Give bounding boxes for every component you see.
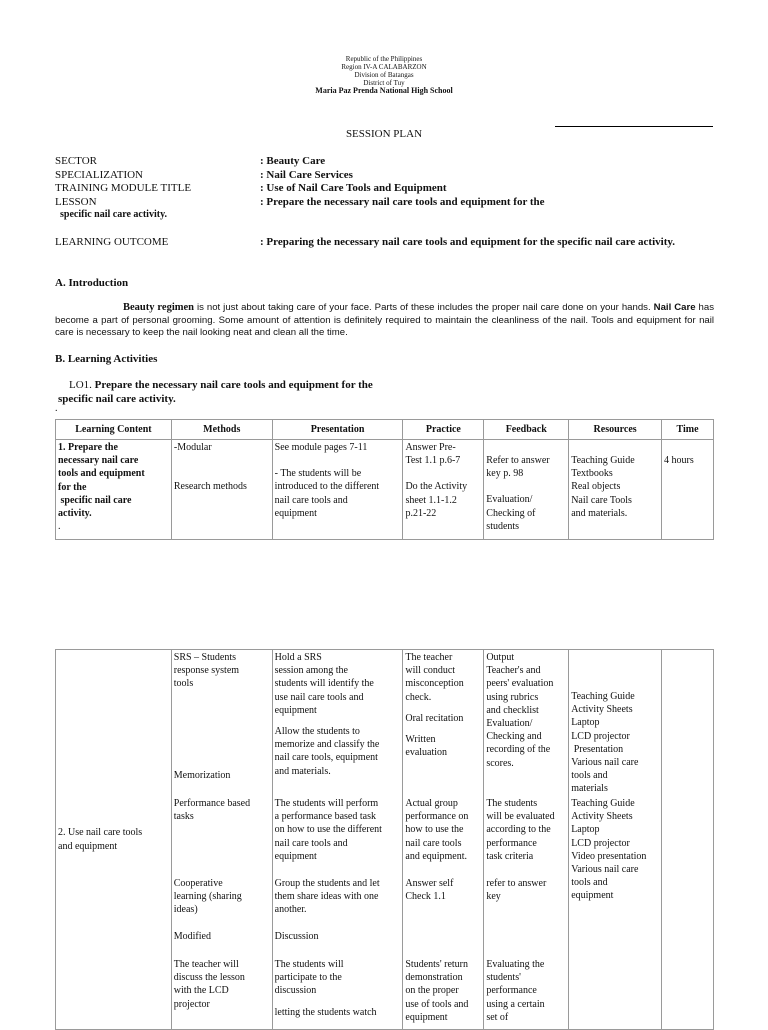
cell-line: LCD projector [571, 837, 630, 849]
cell-line: session among the [274, 665, 348, 677]
cell-line: Various nail care [571, 757, 639, 769]
letterhead-division: Division of Batangas [354, 71, 414, 79]
session-info [0, 155, 768, 215]
info-key: SECTOR [55, 155, 97, 167]
cell-line: Activity Sheets [571, 704, 633, 716]
info-key: SPECIALIZATION [55, 168, 143, 181]
cell-line: Activity Sheets [571, 811, 633, 823]
cell-line: for the [58, 481, 87, 493]
cell-line: The teacher [405, 652, 453, 663]
letterhead [0, 55, 768, 95]
cell-line: another. [274, 904, 307, 916]
cell-spacer [275, 454, 401, 467]
methods-block [174, 769, 270, 797]
cell-line: Various nail care [571, 864, 639, 876]
info-key: LEARNING OUTCOME [55, 236, 169, 248]
cell-line: misconception [405, 678, 464, 690]
methods-block [174, 877, 270, 930]
cell-line: Teaching Guide [571, 455, 635, 466]
learning-objective [69, 379, 373, 392]
cell-line: The students will [274, 959, 344, 970]
info-key: TRAINING MODULE TITLE [55, 182, 192, 194]
page-title: SESSION PLAN [345, 128, 423, 140]
cell-line: Research methods [173, 481, 247, 493]
cell-line: recording of the [486, 744, 551, 756]
cell-feedback [484, 440, 569, 540]
activities-heading: B. Learning Activities [55, 353, 158, 365]
cell-line: and checklist [486, 704, 539, 716]
cell-line: according to the [486, 824, 551, 836]
cell-line: key [486, 891, 501, 903]
cell-line: tasks [173, 811, 194, 823]
cell-line: using a certain [486, 998, 545, 1010]
cell-line: evaluation [405, 747, 448, 759]
signature-line [555, 126, 713, 127]
cell-spacer [571, 441, 659, 454]
cell-line: - The students will be [274, 468, 362, 480]
cell-line: equipment [274, 704, 317, 716]
cell-line: equipment [274, 507, 317, 519]
cell-line: performance [486, 985, 537, 997]
lo-prefix: LO1. [69, 379, 92, 391]
cell-line: Discussion [274, 931, 319, 942]
methods-block [174, 958, 270, 1011]
cell-spacer [405, 467, 481, 480]
cell-feedback [484, 650, 569, 1030]
presentation-block [275, 930, 401, 958]
cell-presentation [272, 440, 403, 540]
presentation-block [275, 797, 401, 877]
cell-line: using rubrics [486, 691, 539, 703]
info-value: : Preparing the necessary nail care tools and equipment for the specific nail care activity. [260, 236, 675, 248]
cell-methods [171, 650, 272, 1030]
intro-text: is not just about taking care of your face. Parts of these includes the proper nail care done on your hands. [193, 302, 651, 313]
cell-line: demonstration [405, 972, 463, 984]
cell-spacer [405, 704, 481, 712]
cell-line: Checking of [486, 507, 536, 519]
cell-line: necessary nail care [58, 455, 139, 467]
feedback-block [486, 877, 566, 958]
cell-learning-content [56, 440, 172, 540]
presentation-block [275, 651, 401, 797]
cell-line: discussion [274, 985, 317, 997]
cell-spacer [174, 467, 270, 480]
cell-line: The students will perform [274, 798, 379, 809]
cell-line: students [486, 520, 520, 532]
cell-line: and materials. [274, 765, 331, 777]
table-row [56, 650, 714, 1030]
cell-line: See module pages 7-11 [274, 442, 368, 453]
bullet-mark: . [55, 403, 58, 414]
cell-line: Refer to answer [486, 455, 550, 466]
lo-text: Prepare the necessary nail care tools and equipment for the [94, 379, 373, 391]
letterhead-country: Republic of the Philippines [345, 55, 423, 63]
feedback-block [486, 958, 566, 1024]
cell-line: LCD projector [571, 730, 630, 742]
cell-line: Evaluating the [486, 959, 545, 970]
cell-line: equipment [274, 850, 317, 862]
cell-line: specific nail care [58, 494, 132, 506]
cell-line: with the LCD [173, 985, 229, 997]
presentation-block [275, 877, 401, 930]
lo-text-continued: specific nail care activity. [58, 393, 176, 405]
cell-line: tools and [571, 877, 608, 889]
lesson-continuation: specific nail care activity. [60, 209, 168, 220]
cell-line: Group the students and let [274, 878, 380, 889]
cell-line: equipment [571, 890, 614, 902]
session-table-1 [55, 419, 714, 540]
cell-line: Teacher's and [486, 665, 541, 677]
cell-spacer [486, 441, 566, 454]
cell-line: nail care tools [405, 837, 462, 849]
cell-line: on how to use the different [274, 824, 382, 836]
cell-line: will be evaluated [486, 811, 555, 823]
cell-practice [403, 650, 484, 1030]
cell-line: scores. [486, 757, 514, 769]
cell-line: will conduct [405, 665, 456, 677]
cell-line: a performance based task [274, 811, 376, 823]
letterhead-region: Region IV-A CALABARZON [341, 63, 427, 71]
cell-practice [403, 440, 484, 540]
cell-line: p.21-22 [405, 507, 437, 519]
cell-line: sheet 1.1-1.2 [405, 494, 457, 506]
cell-line: Modified [173, 931, 211, 942]
cell-line: response system [173, 665, 240, 677]
school-name: Maria Paz Prenda National High School [315, 86, 453, 95]
methods-block [174, 651, 270, 769]
cell-line: learning (sharing [173, 891, 242, 903]
feedback-block [486, 797, 566, 877]
cell-line: Cooperative [173, 878, 223, 889]
cell-line: Check 1.1 [405, 891, 446, 903]
session-table-2 [55, 649, 714, 1030]
col-header: Methods [171, 420, 272, 440]
cell-spacer [275, 998, 401, 1006]
cell-line: ideas) [173, 904, 198, 916]
intro-paragraph [55, 302, 714, 340]
cell-line: peers' evaluation [486, 678, 554, 690]
cell-line: tools and equipment [58, 468, 145, 480]
resources-block [571, 797, 659, 903]
cell-line: Allow the students to [274, 726, 360, 738]
info-value: : Prepare the necessary nail care tools and equipment for the [260, 195, 545, 208]
cell-line: set of [486, 1011, 509, 1023]
cell-line: Written [405, 734, 436, 746]
cell-time [662, 650, 714, 1030]
cell-time [662, 440, 714, 540]
cell-spacer [571, 664, 659, 677]
presentation-block [275, 958, 401, 1019]
table-header-row [56, 420, 714, 440]
cell-line: nail care tools and [274, 837, 348, 849]
table-row [56, 440, 714, 540]
cell-line: nail care tools and [274, 494, 348, 506]
intro-text: has become a part of personal grooming. Some amount of attention is definitely required to maintain the cleanliness of the nail. Tools and equipment for nail care is necessary to keep the nail looking neat and clean all the time. [55, 302, 714, 338]
cell-line: The teacher will [173, 959, 239, 970]
cell-line: and materials. [571, 507, 628, 519]
practice-block [405, 797, 481, 877]
cell-line: Do the Activity [405, 481, 468, 493]
cell-line: Laptop [571, 717, 600, 729]
cell-line: task criteria [486, 850, 534, 862]
cell-methods [171, 440, 272, 540]
cell-line: nail care tools, equipment [274, 752, 378, 764]
cell-line: performance [486, 837, 537, 849]
col-header: Feedback [484, 420, 569, 440]
cell-line: Evaluation/ [486, 718, 533, 730]
cell-line: Actual group [405, 798, 458, 809]
cell-line: Checking and [486, 731, 542, 743]
letterhead-district: District of Tuy [363, 79, 405, 87]
practice-block [405, 958, 481, 1024]
cell-line: and equipment. [405, 850, 468, 862]
cell-line: 4 hours [664, 455, 694, 466]
cell-line: equipment [405, 1011, 448, 1023]
learning-outcome [0, 236, 768, 250]
cell-line: materials [571, 783, 608, 795]
intro-bold-term: Beauty regimen [123, 302, 194, 313]
cell-resources [569, 650, 662, 1030]
cell-spacer [174, 454, 270, 467]
cell-line: Laptop [571, 824, 600, 836]
cell-line: how to use the [405, 824, 464, 836]
cell-line: check. [405, 691, 432, 703]
cell-spacer [405, 725, 481, 733]
cell-line: Textbooks [571, 468, 613, 480]
cell-line: activity. [58, 508, 92, 520]
cell-line: Test 1.1 p.6-7 [405, 455, 461, 467]
cell-learning-content [56, 650, 172, 1030]
info-value: : Nail Care Services [260, 168, 353, 181]
cell-line: on the proper [405, 985, 459, 997]
cell-line: 1. Prepare the [58, 442, 118, 453]
cell-line: tools [173, 678, 194, 690]
cell-line: students' [486, 972, 521, 984]
cell-line: Memorization [173, 770, 231, 781]
cell-line: use nail care tools and [274, 691, 364, 703]
cell-line: Answer self [405, 878, 454, 889]
cell-spacer [486, 480, 566, 493]
cell-resources [569, 440, 662, 540]
info-value: : Beauty Care [260, 155, 326, 167]
intro-bold-term: Nail Care [653, 302, 696, 313]
cell-line: Students' return [405, 959, 469, 970]
methods-block [174, 930, 270, 958]
col-header: Resources [569, 420, 662, 440]
cell-line: Video presentation [571, 850, 647, 862]
cell-presentation [272, 650, 403, 1030]
info-key: LESSON [55, 195, 97, 208]
cell-line: Output [486, 652, 515, 663]
cell-line: performance on [405, 811, 469, 823]
cell-line: Performance based [173, 798, 251, 809]
cell-line: and equipment [58, 840, 118, 852]
cell-line: Teaching Guide [571, 691, 635, 702]
cell-spacer [571, 651, 659, 664]
info-value: : Use of Nail Care Tools and Equipment [260, 182, 447, 194]
cell-line: students will identify the [274, 678, 374, 690]
cell-spacer [571, 677, 659, 690]
intro-heading: A. Introduction [55, 277, 129, 289]
cell-line: discuss the lesson [173, 972, 245, 984]
cell-line: The students [486, 798, 538, 809]
cell-spacer [275, 717, 401, 725]
cell-line: Hold a SRS [274, 652, 322, 663]
cell-line: key p. 98 [486, 468, 524, 480]
cell-line: Nail care Tools [571, 494, 632, 506]
col-header: Practice [403, 420, 484, 440]
cell-line: SRS – Students [173, 652, 237, 663]
cell-line: Evaluation/ [486, 494, 533, 506]
cell-line: introduced to the different [274, 481, 380, 493]
cell-line: Answer Pre- [405, 442, 456, 453]
cell-line: . [58, 521, 61, 533]
cell-line: participate to the [274, 972, 342, 984]
cell-line: Real objects [571, 481, 621, 493]
cell-line: 2. Use nail care tools [58, 827, 143, 839]
methods-block [174, 797, 270, 877]
cell-line: -Modular [173, 442, 212, 453]
practice-block [405, 651, 481, 797]
cell-line: Teaching Guide [571, 798, 635, 809]
cell-line: them share ideas with one [274, 891, 379, 903]
cell-line: letting the students watch [274, 1006, 377, 1018]
col-header: Learning Content [56, 420, 172, 440]
cell-line: projector [173, 998, 210, 1010]
cell-line: Oral recitation [405, 712, 464, 724]
cell-line: refer to answer [486, 878, 547, 889]
cell-spacer [664, 441, 711, 454]
col-header: Time [662, 420, 714, 440]
feedback-block [486, 651, 566, 797]
col-header: Presentation [272, 420, 403, 440]
cell-line: use of tools and [405, 998, 469, 1010]
practice-block [405, 877, 481, 958]
cell-line: tools and [571, 770, 608, 782]
resources-block [571, 651, 659, 797]
cell-line: memorize and classify the [274, 739, 380, 751]
cell-line: Presentation [571, 743, 624, 755]
